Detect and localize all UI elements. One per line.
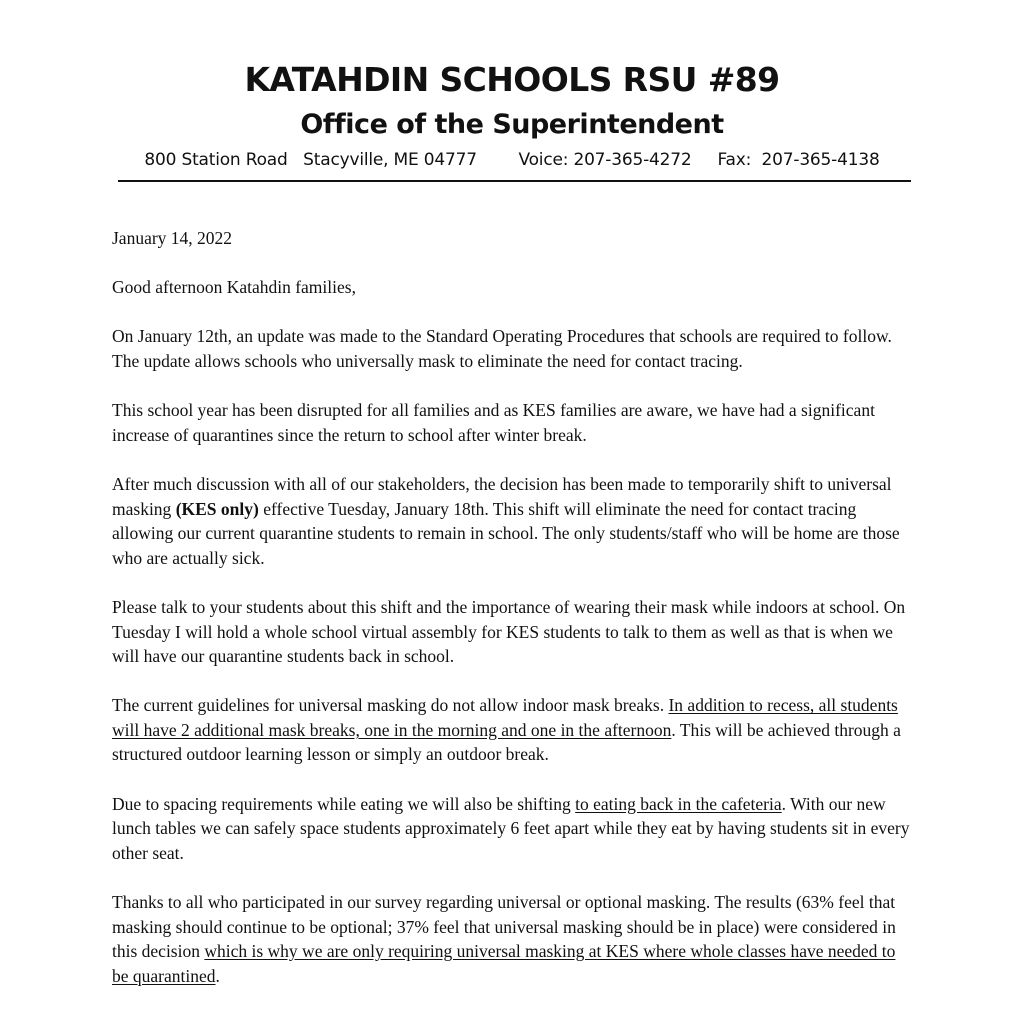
text-segment: . With our new lunch tables we can safely space students approximately 6 feet apart while they eat by having students sit in every other seat. [112,793,910,863]
text-segment: . [215,965,220,986]
paragraph-survey [112,890,912,988]
paragraph-mask-breaks [112,693,912,767]
paragraph-quarantines: This school year has been disrupted for all families and as KES families are aware, we have had a significant increase of quarantines since the return to school after winter break. [112,400,875,445]
letterhead [0,58,1024,171]
mask-breaks-underlined: In addition to recess, all students will have 2 additional mask breaks, one in the morning and one in the afternoon [112,695,898,740]
text-segment: effective Tuesday, January 18th. This shift will eliminate the need for contact tracing allowing our current quarantine students to remain in school. The only students/staff who will be home are those who are actually sick. [112,498,900,568]
letter-body [112,226,912,1013]
text-segment: Thanks to all who participated in our survey regarding universal or optional masking. The results (63% feel that masking should continue to be optional; 37% feel that universal masking should be in place) were considered in this decision [112,892,896,962]
text-segment: After much discussion with all of our stakeholders, the decision has been made to temporarily shift to universal masking [112,473,892,519]
paragraph-cafeteria [112,792,912,866]
text-segment: The current guidelines for universal masking do not allow indoor mask breaks. [112,695,669,716]
letterhead-divider [118,180,911,182]
text-segment: . This will be achieved through a structured outdoor learning lesson or simply an outdoor break. [112,719,901,765]
paragraph-universal-masking [112,472,912,570]
office-title: Office of the Superintendent [300,109,724,140]
letter-date: January 14, 2022 [112,228,233,248]
letter-greeting: Good afternoon Katahdin families, [112,277,356,298]
paragraph-talk-to-students: Please talk to your students about this shift and the importance of wearing their mask while indoors at school. On Tuesday I will hold a whole school virtual assembly for KES students to talk to them as well as that is when we will have our quarantine students back in school. [112,596,906,667]
text-segment: Due to spacing requirements while eating we will also be shifting [112,793,576,814]
kes-only-emphasis: (KES only) [175,498,259,519]
survey-decision-underlined: which is why we are only requiring universal masking at KES where whole classes have needed to be quarantined [112,941,896,986]
paragraph-sop-update: On January 12th, an update was made to the Standard Operating Procedures that schools are required to follow. The update allows schools who universally mask to eliminate the need for contact tracing. [112,326,892,371]
contact-info: 800 Station Road Stacyville, ME 04777 Voice: 207-365-4272 Fax: 207-365-4138 [144,150,880,170]
cafeteria-underlined: to eating back in the cafeteria [575,793,782,814]
organization-name: KATAHDIN SCHOOLS RSU #89 [244,60,780,99]
